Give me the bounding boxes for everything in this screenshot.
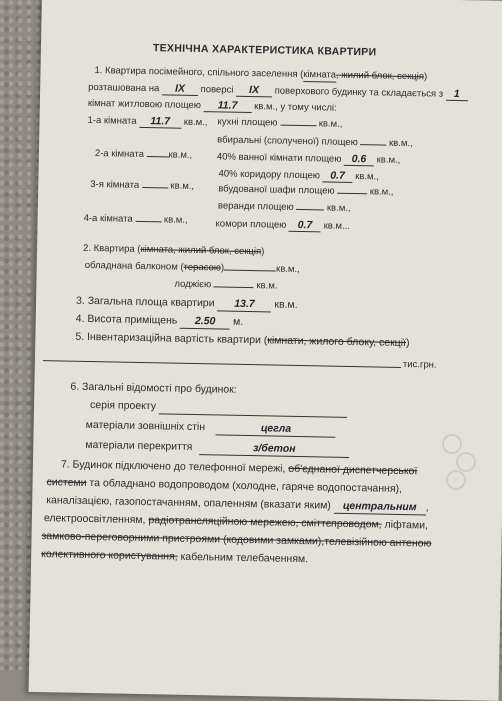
corridor-row: 40% коридору площею 0.7 кв.м., [218,168,379,183]
floors-row: матеріали перекриття з/бетон [85,439,349,458]
inventory-value-line [43,360,401,368]
s7-line4: електроосвітленням, радіотрансляційною мережею, сміттєпроводом, ліфтами, [43,512,429,532]
document-title: ТЕХНІЧНА ХАРАКТЕРИСТИКА КВАРТИРИ [152,42,377,59]
s1-line2: розташована на IX поверсі IX поверхового будинку та складається з 1 [88,81,468,101]
balcony-row: обладнана балконом (терасою) кв.м., [84,259,300,275]
room2-row: 2-а кімната кв.м., [94,148,193,161]
s1-line3: кімнат житловою площею 11.7 кв.м., у тому числі: [87,97,337,114]
s7-line1: 7. Будинок підключено до телефонної мережі, об'єднаної диспетчерської [60,458,418,478]
s7-line3: каналізацією, газопостачанням, опаленням (вказати яким) центральним , [46,494,429,514]
wc-row: вбиральні (сполученої) площею кв.м., [217,134,413,150]
s7-line2: системи та обладнано водопроводом (холодне, гаряче водопостачання), [46,476,403,496]
pantry-row: комори площею 0.7 кв.м... [215,218,351,232]
room4-row: 4-а кімната кв.м., [83,212,188,226]
building-info-heading: 6. Загальні відомості про будинок: [70,380,237,396]
series-row: серія проекту [90,399,347,418]
s7-line5: замково-переговорними пристроями (кодовими замками),телевізійною антеною [41,530,432,550]
total-area-row: 3. Загальна площа квартири 13.7 кв.м. [75,294,298,311]
walls-row: матеріали зовнішніх стін цегла [86,419,337,438]
room3-row: 3-я кімната кв.м., [90,178,195,192]
wardrobe-row: вбудованої шафи площею кв.м., [218,183,394,198]
binder-rings [438,430,498,500]
veranda-row: веранди площею кв.м., [217,200,351,214]
inventory-value-row: 5. Інвентаризаційна вартість квартири (кімнати, жилого блоку, секції) [75,330,410,350]
s1-line1: 1. Квартира посімейного, спільного заселення (кімната, жилий блок, секція) [94,65,428,83]
s7-line6: колективного користування, кабельним телебаченням. [41,548,309,566]
kitchen-row: кухні площею кв.м., [217,116,343,130]
document-page [29,0,502,701]
room1-row: 1-а кімната 11.7 кв.м., [87,114,208,129]
bath-row: 40% ванної кімнати площею 0.6 кв.м., [216,151,401,166]
height-row: 4. Висота приміщень 2.50 м. [75,312,244,328]
loggia-row: лоджією кв.м. [174,278,278,292]
s2-line1: 2. Квартира (кімната, жилий блок, секція) [82,242,265,258]
inventory-value-unit: тис.грн. [402,358,437,371]
